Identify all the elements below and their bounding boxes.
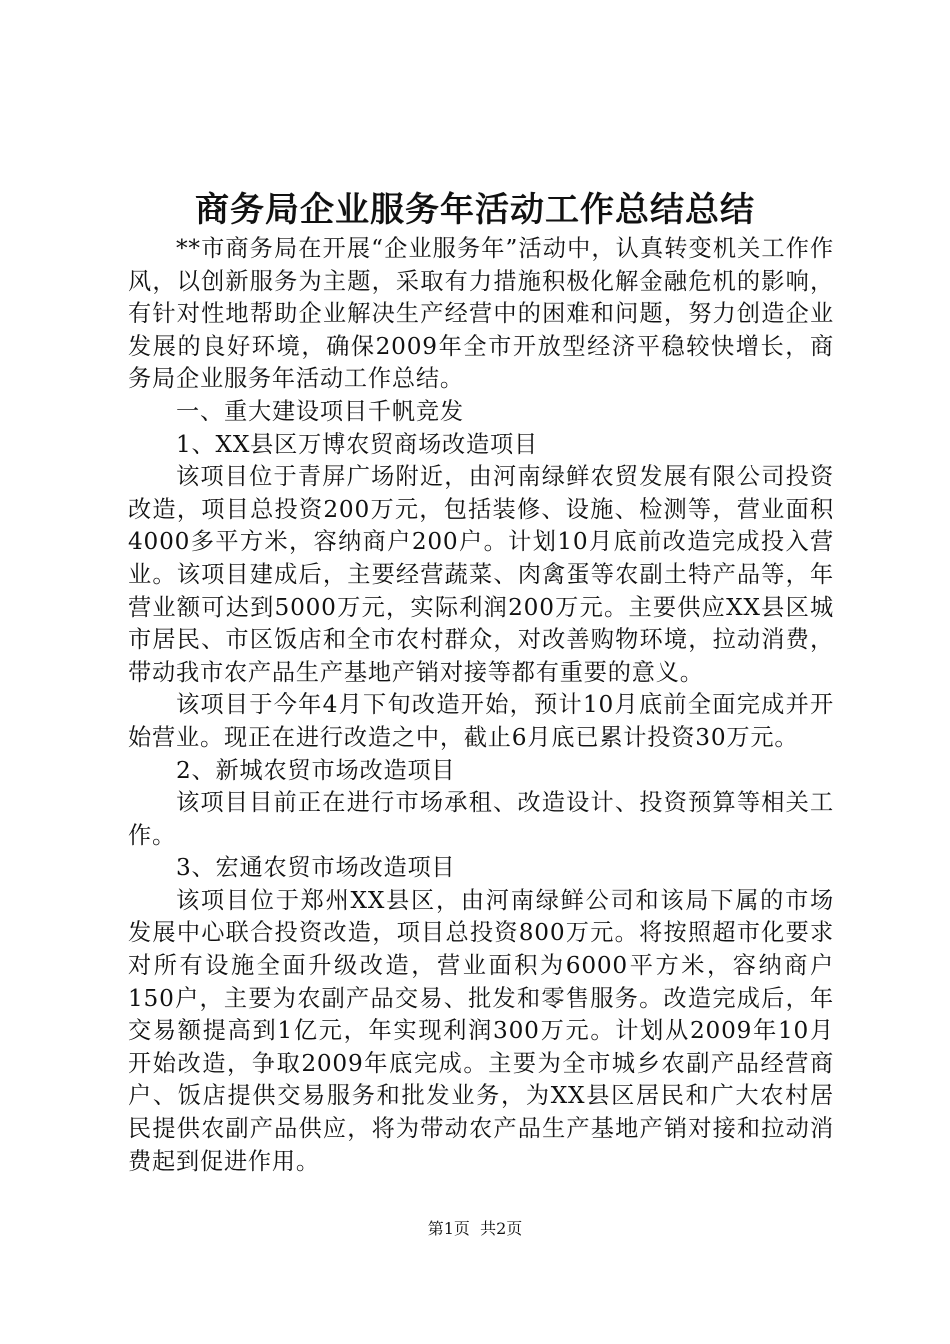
paragraph-intro: **市商务局在开展“企业服务年”活动中，认真转变机关工作作风，以创新服务为主题，采取有力措施积极化解金融危机的影响，有针对性地帮助企业解决生产经营中的困难和问题，努力创造企业发展的良好环境，确保2009年全市开放型经济平稳较快增长，商务局企业服务年活动工作总结。 [128,235,834,393]
section-heading-major-projects: 一、重大建设项目千帆竞发 [176,397,464,425]
paragraph-xincheng-details: 该项目目前正在进行市场承租、改造设计、投资预算等相关工作。 [128,789,834,849]
page-total: 共2页 [480,1219,523,1238]
paragraph-hongtong-details: 该项目位于郑州XX县区，由河南绿鲜公司和该局下属的市场发展中心联合投资改造，项目总投资800万元。将按照超市化要求对所有设施全面升级改造，营业面积为6000平方米，容纳商户150户，主要为农副产品交易、批发和零售服务。改造完成后，年交易额提高到1亿元，年实现利润300万元。计划从2009年10月开始改造，争取2009年底完成。主要为全市城乡农副产品经营商户、饭店提供交易服务和批发业务，为XX县区居民和广大农村居民提供农副产品供应，将为带动农产品生产基地产销对接和拉动消费起到促进作用。 [128,886,834,1175]
document-title: 商务局企业服务年活动工作总结总结 [195,190,755,230]
project-heading-wanbo: 1、XX县区万博农贸商场改造项目 [176,430,539,458]
document-body [128,233,834,1178]
paragraph-wanbo-details: 该项目位于青屏广场附近，由河南绿鲜农贸发展有限公司投资改造，项目总投资200万元，包括装修、设施、检测等，营业面积4000多平方米，容纳商户200户。计划10月底前改造完成投入营业。该项目建成后，主要经营蔬菜、肉禽蛋等农副土特产品等，年营业额可达到5000万元，实际利润200万元。主要供应XX县区城市居民、市区饭店和全市农村群众，对改善购物环境，拉动消费，带动我市农产品生产基地产销对接等都有重要的意义。 [128,463,834,686]
page-footer [0,1218,950,1240]
page-number: 第1页 [427,1219,470,1238]
paragraph-wanbo-progress: 该项目于今年4月下旬改造开始，预计10月底前全面完成并开始营业。现正在进行改造之中，截止6月底已累计投资30万元。 [128,691,834,751]
project-heading-hongtong: 3、宏通农贸市场改造项目 [176,854,456,882]
project-heading-xincheng: 2、新城农贸市场改造项目 [176,756,456,784]
